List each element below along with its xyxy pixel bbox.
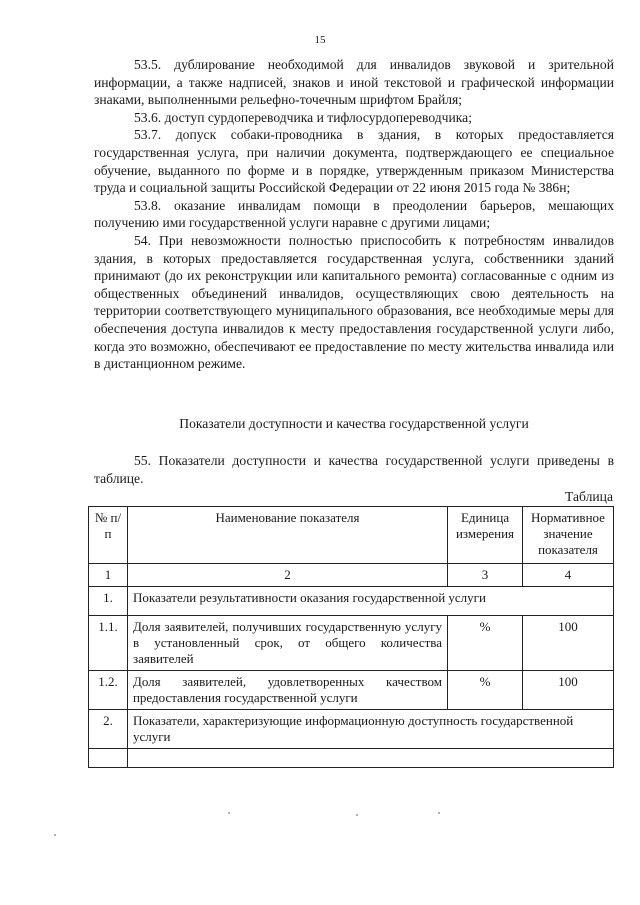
paragraph-53-5: 53.5. дублирование необходимой для инвалидов звуковой и зрительной информации, а также надписей, знаков и иной текстовой и графической информации знаками, выполненными рельефно-точечным шрифтом Брайля; [94, 57, 614, 108]
table-row [89, 587, 614, 616]
table-row [89, 710, 614, 749]
empty-cell [127, 749, 613, 768]
row-unit: % [448, 616, 523, 671]
body-text [94, 56, 614, 373]
table-row [89, 616, 614, 671]
paragraph-53-8: 53.8. оказание инвалидам помощи в преодолении барьеров, мешающих получению ими государственной услуги наравне с другими лицами; [94, 197, 614, 231]
row-name: Показатели результативности оказания государственной услуги [127, 587, 613, 616]
table-row [89, 671, 614, 710]
row-num: 1. [89, 587, 128, 616]
row-name: Доля заявителей, удовлетворенных качеством предоставления государственной услуги [127, 671, 447, 710]
page-number: 15 [314, 34, 326, 46]
indicators-table [88, 506, 614, 768]
scan-dot [228, 812, 230, 814]
header-name: Наименование показателя [127, 507, 447, 564]
table-label: Таблица [565, 489, 613, 504]
table-index-row [89, 564, 614, 587]
index-cell: 2 [127, 564, 447, 587]
scan-dot [438, 812, 440, 814]
row-unit: % [448, 671, 523, 710]
row-num: 2. [89, 710, 128, 749]
index-cell: 1 [89, 564, 128, 587]
index-cell: 3 [448, 564, 523, 587]
empty-cell [89, 749, 128, 768]
row-norm: 100 [523, 671, 614, 710]
paragraph-54: 54. При невозможности полностью приспособить к потребностям инвалидов здания, в которых предоставляется государственная услуга, собственники зданий принимают (до их реконструкции или капитального ремонта) согласованные с одним из общественных объединений инвалидов, осуществляющих свою деятельность на территории соответствующего муниципального образования, все необходимые меры для обеспечения доступа инвалидов к месту предоставления государственной услуги либо, когда это возможно, обеспечивают ее предоставление по месту жительства инвалида или в дистанционном режиме. [94, 232, 614, 372]
paragraph-55: 55. Показатели доступности и качества государственной услуги приведены в таблице. [94, 453, 614, 486]
table-header-row [89, 507, 614, 564]
paragraph-53-7: 53.7. допуск собаки-проводника в здания, в которых предоставляется государственная услуга, при наличии документа, подтверждающего ее специальное обучение, выданного по форме и в порядке, утвержденным приказом Министерства труда и социальной защиты Российской Федерации от 22 июня 2015 года № 386н; [94, 127, 614, 196]
table-empty-row [89, 749, 614, 768]
row-name: Доля заявителей, получивших государственную услугу в установленный срок, от общего количества заявителей [127, 616, 447, 671]
row-norm: 100 [523, 616, 614, 671]
header-unit: Единица измерения [448, 507, 523, 564]
index-cell: 4 [523, 564, 614, 587]
header-num: № п/п [89, 507, 128, 564]
header-norm: Нормативное значение показателя [523, 507, 614, 564]
row-num: 1.1. [89, 616, 128, 671]
paragraph-53-6: 53.6. доступ сурдопереводчика и тифлосурдопереводчика; [134, 109, 472, 125]
scan-dot [54, 834, 56, 836]
row-num: 1.2. [89, 671, 128, 710]
scan-dot [356, 814, 358, 816]
row-name: Показатели, характеризующие информационную доступность государственной услуги [127, 710, 613, 749]
section-heading: Показатели доступности и качества государственной услуги [179, 416, 529, 431]
scan-artifacts [0, 808, 640, 848]
